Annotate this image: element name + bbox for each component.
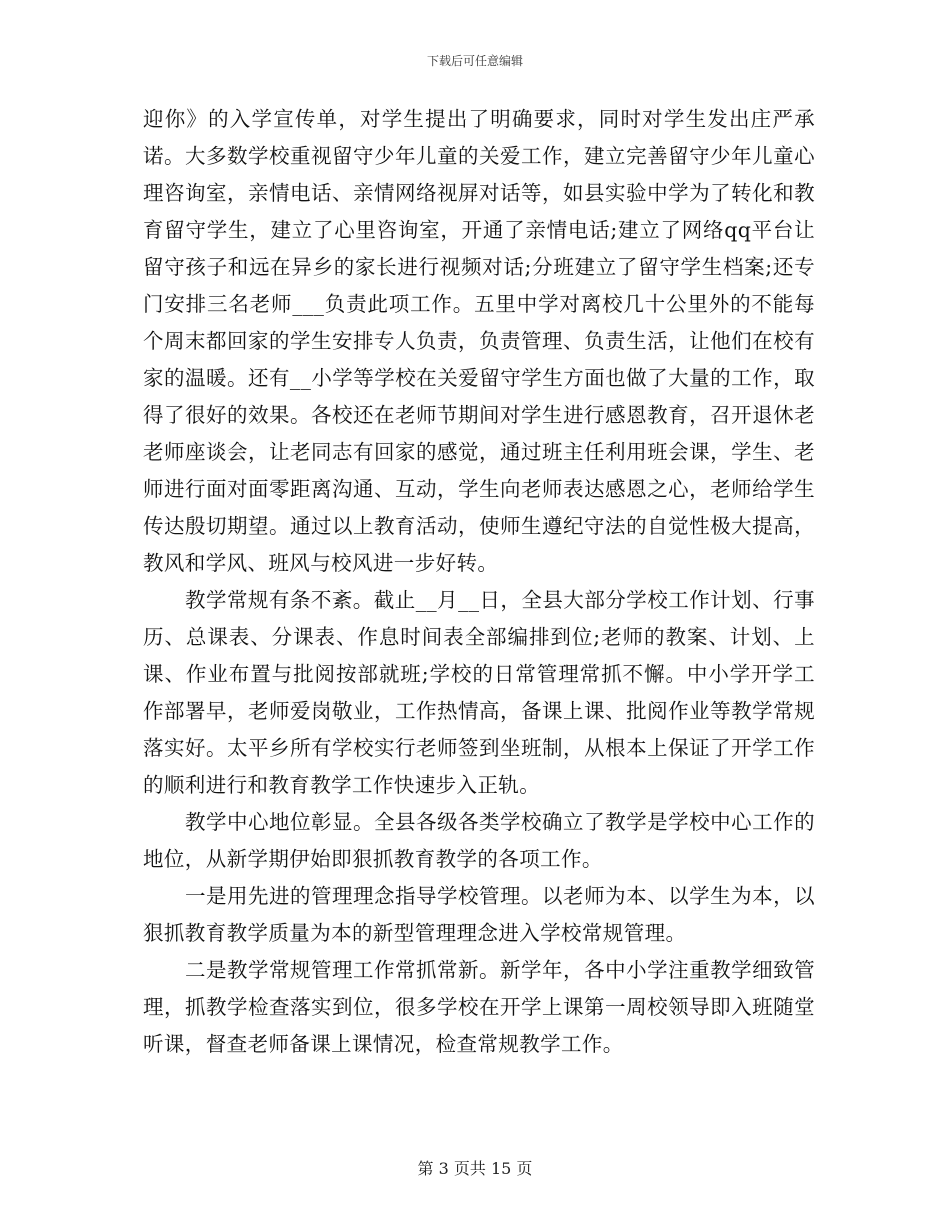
page-number: 第 3 页共 15 页 bbox=[417, 1159, 533, 1178]
document-body bbox=[143, 101, 815, 1063]
page-header: 下载后可任意编辑 bbox=[426, 54, 523, 68]
paragraph-5: 二是教学常规管理工作常抓常新。新学年，各中小学注重教学细致管理，抓教学检查落实到位，很多学校在开学上课第一周校领导即入班随堂听课，督查老师备课上课情况，检查常规教学工作。 bbox=[143, 958, 815, 1056]
paragraph-2: 教学常规有条不紊。截止__月__日，全县大部分学校工作计划、行事历、总课表、分课表、作息时间表全部编排到位;老师的教案、计划、上课、作业布置与批阅按部就班;学校的日常管理常抓不懈。中小学开学工作部署早，老师爱岗敬业，工作热情高，备课上课、批阅作业等教学常规落实好。太平乡所有学校实行老师签到坐班制，从根本上保证了开学工作的顺利进行和教育教学工作快速步入正轨。 bbox=[143, 588, 815, 797]
paragraph-1: 迎你》的入学宣传单，对学生提出了明确要求，同时对学生发出庄严承诺。大多数学校重视留守少年儿童的关爱工作，建立完善留守少年儿童心理咨询室，亲情电话、亲情网络视屏对话等，如县实验中学为了转化和教育留守学生，建立了心里咨询室，开通了亲情电话;建立了网络qq平台让留守孩子和远在异乡的家长进行视频对话;分班建立了留守学生档案;还专门安排三名老师___负责此项工作。五里中学对离校几十公里外的不能每个周末都回家的学生安排专人负责，负责管理、负责生活，让他们在校有家的温暖。还有__小学等学校在关爱留守学生方面也做了大量的工作，取得了很好的效果。各校还在老师节期间对学生进行感恩教育，召开退休老老师座谈会，让老同志有回家的感觉，通过班主任利用班会课，学生、老师进行面对面零距离沟通、互动，学生向老师表达感恩之心，老师给学生传达殷切期望。通过以上教育活动，使师生遵纪守法的自觉性极大提高，教风和学风、班风与校风进一步好转。 bbox=[143, 107, 815, 575]
paragraph-4: 一是用先进的管理理念指导学校管理。以老师为本、以学生为本，以狠抓教育教学质量为本的新型管理理念进入学校常规管理。 bbox=[143, 884, 815, 945]
paragraph-3: 教学中心地位彰显。全县各级各类学校确立了教学是学校中心工作的地位，从新学期伊始即狠抓教育教学的各项工作。 bbox=[143, 810, 815, 871]
